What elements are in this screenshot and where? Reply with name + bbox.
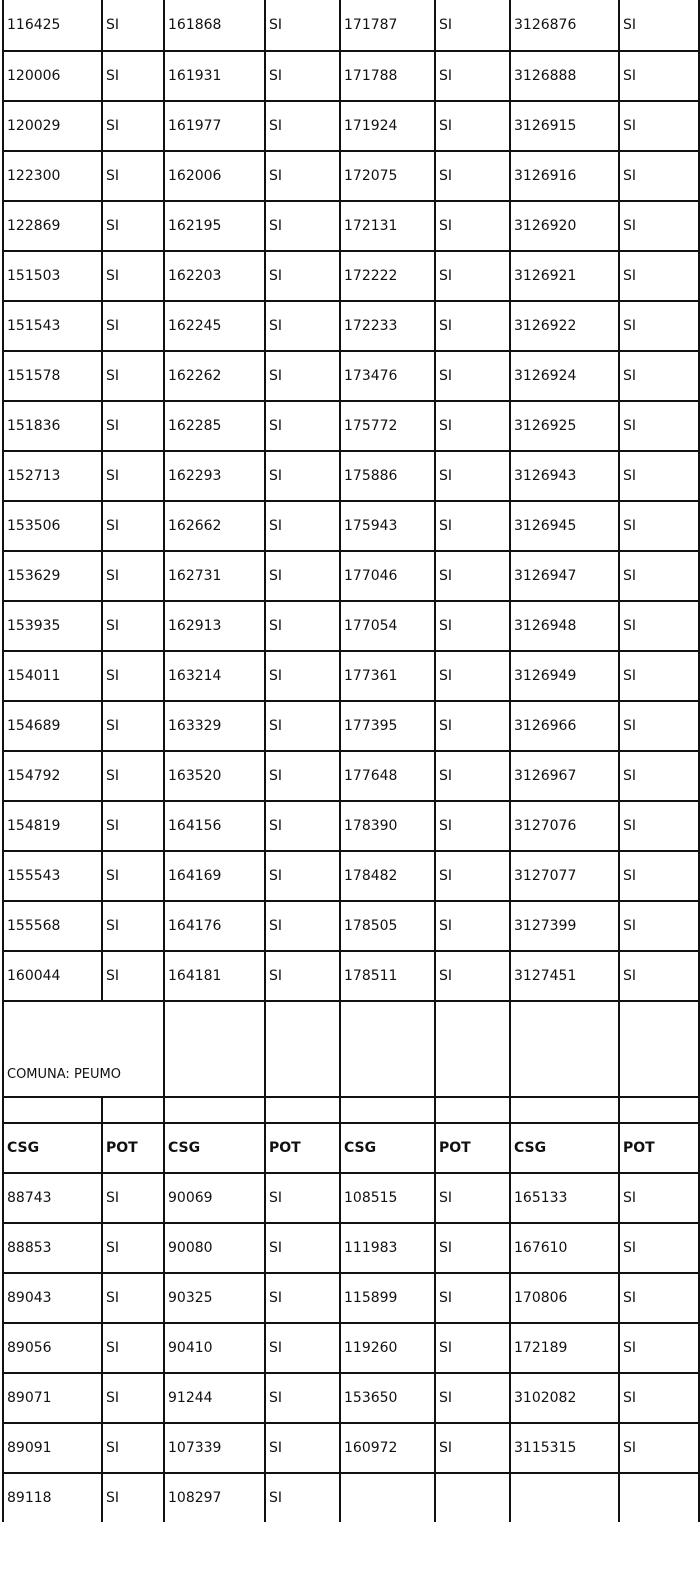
- csg-cell: 162731: [164, 551, 265, 601]
- empty-cell: [340, 1001, 435, 1097]
- pot-cell: SI: [435, 0, 510, 51]
- csg-cell: 122869: [3, 201, 102, 251]
- pot-cell: SI: [102, 401, 164, 451]
- csg-cell: 162203: [164, 251, 265, 301]
- pot-cell: SI: [265, 1173, 340, 1223]
- pot-cell: SI: [619, 301, 699, 351]
- csg-cell: 152713: [3, 451, 102, 501]
- csg-cell: 162285: [164, 401, 265, 451]
- csg-cell: [510, 1473, 619, 1522]
- csg-cell: 162293: [164, 451, 265, 501]
- table-row: [3, 901, 699, 951]
- pot-cell: SI: [435, 51, 510, 101]
- pot-cell: SI: [102, 751, 164, 801]
- pot-cell: SI: [102, 851, 164, 901]
- pot-cell: SI: [435, 101, 510, 151]
- header-row: [3, 1123, 699, 1173]
- pot-cell: SI: [102, 1473, 164, 1522]
- empty-cell: [265, 1097, 340, 1123]
- csg-cell: 163520: [164, 751, 265, 801]
- csg-cell: 3126924: [510, 351, 619, 401]
- csg-cell: 172233: [340, 301, 435, 351]
- csg-cell: 165133: [510, 1173, 619, 1223]
- table-row: [3, 1173, 699, 1223]
- pot-cell: SI: [102, 201, 164, 251]
- pot-cell: SI: [435, 851, 510, 901]
- csg-cell: 115899: [340, 1273, 435, 1323]
- csg-cell: 164156: [164, 801, 265, 851]
- pot-cell: SI: [265, 751, 340, 801]
- csg-cell: 161931: [164, 51, 265, 101]
- comuna-row: [3, 1001, 699, 1097]
- header-pot-3: POT: [435, 1123, 510, 1173]
- pot-cell: SI: [619, 701, 699, 751]
- pot-cell: SI: [435, 601, 510, 651]
- table-row: [3, 801, 699, 851]
- csg-cell: 175943: [340, 501, 435, 551]
- pot-cell: SI: [265, 1223, 340, 1273]
- csg-cell: 162262: [164, 351, 265, 401]
- pot-cell: SI: [619, 0, 699, 51]
- pot-cell: SI: [102, 601, 164, 651]
- csg-cell: 3126966: [510, 701, 619, 751]
- pot-cell: SI: [265, 51, 340, 101]
- pot-cell: SI: [619, 351, 699, 401]
- csg-cell: 178505: [340, 901, 435, 951]
- table-row: [3, 1373, 699, 1423]
- pot-cell: SI: [102, 0, 164, 51]
- pot-cell: SI: [265, 801, 340, 851]
- csg-cell: 3115315: [510, 1423, 619, 1473]
- csg-cell: 107339: [164, 1423, 265, 1473]
- pot-cell: SI: [265, 101, 340, 151]
- pot-cell: SI: [102, 1423, 164, 1473]
- csg-cell: 154011: [3, 651, 102, 701]
- pot-cell: SI: [619, 251, 699, 301]
- csg-cell: 172075: [340, 151, 435, 201]
- pot-cell: SI: [265, 351, 340, 401]
- csg-cell: 154689: [3, 701, 102, 751]
- pot-cell: SI: [102, 1373, 164, 1423]
- pot-cell: SI: [102, 151, 164, 201]
- csg-cell: 151578: [3, 351, 102, 401]
- pot-cell: SI: [435, 501, 510, 551]
- table-row: [3, 701, 699, 751]
- pot-cell: SI: [619, 551, 699, 601]
- pot-cell: SI: [435, 1173, 510, 1223]
- table-row: [3, 201, 699, 251]
- pot-cell: SI: [265, 201, 340, 251]
- comuna-section: [3, 1001, 699, 1173]
- pot-cell: SI: [265, 1373, 340, 1423]
- csg-cell: 89091: [3, 1423, 102, 1473]
- pot-cell: SI: [102, 451, 164, 501]
- pot-cell: SI: [435, 651, 510, 701]
- csg-cell: 3126916: [510, 151, 619, 201]
- table-row: [3, 1473, 699, 1522]
- pot-cell: SI: [265, 851, 340, 901]
- pot-cell: SI: [619, 501, 699, 551]
- pot-cell: SI: [435, 1223, 510, 1273]
- csg-cell: 162195: [164, 201, 265, 251]
- pot-cell: SI: [102, 301, 164, 351]
- pot-cell: SI: [435, 451, 510, 501]
- pot-cell: SI: [102, 951, 164, 1001]
- pot-cell: SI: [435, 201, 510, 251]
- csg-cell: 167610: [510, 1223, 619, 1273]
- pot-cell: SI: [435, 1373, 510, 1423]
- csg-cell: 151836: [3, 401, 102, 451]
- pot-cell: SI: [102, 651, 164, 701]
- pot-cell: SI: [265, 601, 340, 651]
- pot-cell: SI: [435, 1323, 510, 1373]
- document-page: [2, 0, 698, 1522]
- pot-cell: SI: [619, 1173, 699, 1223]
- csg-cell: [340, 1473, 435, 1522]
- pot-cell: [619, 1473, 699, 1522]
- csg-cell: 155543: [3, 851, 102, 901]
- csg-cell: 177361: [340, 651, 435, 701]
- csg-cell: 3126945: [510, 501, 619, 551]
- csg-cell: 171924: [340, 101, 435, 151]
- pot-cell: SI: [435, 1273, 510, 1323]
- empty-cell: [619, 1097, 699, 1123]
- pot-cell: SI: [265, 0, 340, 51]
- csg-cell: 164169: [164, 851, 265, 901]
- csg-cell: 177046: [340, 551, 435, 601]
- csg-cell: 89118: [3, 1473, 102, 1522]
- csg-cell: 162662: [164, 501, 265, 551]
- csg-cell: 3127077: [510, 851, 619, 901]
- pot-cell: SI: [102, 501, 164, 551]
- csg-cell: 108297: [164, 1473, 265, 1522]
- csg-cell: 162245: [164, 301, 265, 351]
- pot-cell: SI: [435, 151, 510, 201]
- pot-cell: SI: [265, 951, 340, 1001]
- pot-cell: SI: [435, 951, 510, 1001]
- csg-cell: 89071: [3, 1373, 102, 1423]
- csg-cell: 3102082: [510, 1373, 619, 1423]
- empty-cell: [265, 1001, 340, 1097]
- table-row: [3, 1273, 699, 1323]
- pot-cell: SI: [102, 251, 164, 301]
- csg-cell: 164181: [164, 951, 265, 1001]
- csg-cell: 91244: [164, 1373, 265, 1423]
- table-row: [3, 251, 699, 301]
- empty-cell: [435, 1001, 510, 1097]
- table-row: [3, 601, 699, 651]
- pot-cell: SI: [102, 901, 164, 951]
- header-pot-1: POT: [102, 1123, 164, 1173]
- pot-cell: SI: [619, 1373, 699, 1423]
- csg-cell: 172131: [340, 201, 435, 251]
- csg-cell: 172189: [510, 1323, 619, 1373]
- pot-cell: SI: [619, 951, 699, 1001]
- empty-cell: [510, 1001, 619, 1097]
- header-pot-2: POT: [265, 1123, 340, 1173]
- pot-cell: SI: [265, 401, 340, 451]
- pot-cell: SI: [102, 1273, 164, 1323]
- csg-cell: 3126948: [510, 601, 619, 651]
- table-row: [3, 151, 699, 201]
- csg-cell: 173476: [340, 351, 435, 401]
- table-row: [3, 101, 699, 151]
- header-pot-4: POT: [619, 1123, 699, 1173]
- csg-cell: 90325: [164, 1273, 265, 1323]
- csg-cell: 3126925: [510, 401, 619, 451]
- pot-cell: SI: [265, 1423, 340, 1473]
- pot-cell: SI: [435, 351, 510, 401]
- csg-cell: 120006: [3, 51, 102, 101]
- csg-cell: 3126915: [510, 101, 619, 151]
- pot-cell: SI: [265, 1473, 340, 1522]
- csg-cell: 116425: [3, 0, 102, 51]
- csg-cell: 90410: [164, 1323, 265, 1373]
- table-row: [3, 1223, 699, 1273]
- pot-cell: SI: [619, 201, 699, 251]
- csg-cell: 161868: [164, 0, 265, 51]
- table-row: [3, 1423, 699, 1473]
- header-csg-4: CSG: [510, 1123, 619, 1173]
- pot-cell: SI: [619, 801, 699, 851]
- csg-cell: 163214: [164, 651, 265, 701]
- csg-cell: 3127399: [510, 901, 619, 951]
- header-csg-1: CSG: [3, 1123, 102, 1173]
- csg-cell: 170806: [510, 1273, 619, 1323]
- csg-cell: 3126921: [510, 251, 619, 301]
- csg-cell: 3126949: [510, 651, 619, 701]
- csg-cell: 161977: [164, 101, 265, 151]
- csg-pot-table: [2, 0, 700, 1522]
- pot-cell: SI: [265, 1273, 340, 1323]
- empty-cell: [3, 1097, 102, 1123]
- csg-cell: 175886: [340, 451, 435, 501]
- csg-cell: 89043: [3, 1273, 102, 1323]
- pot-cell: SI: [265, 701, 340, 751]
- pot-cell: SI: [619, 651, 699, 701]
- pot-cell: SI: [435, 701, 510, 751]
- csg-cell: 178511: [340, 951, 435, 1001]
- table-row: [3, 351, 699, 401]
- csg-cell: 89056: [3, 1323, 102, 1373]
- pot-cell: SI: [102, 51, 164, 101]
- header-csg-3: CSG: [340, 1123, 435, 1173]
- csg-cell: 119260: [340, 1323, 435, 1373]
- csg-cell: 171787: [340, 0, 435, 51]
- pot-cell: SI: [265, 301, 340, 351]
- csg-cell: 175772: [340, 401, 435, 451]
- pot-cell: SI: [619, 851, 699, 901]
- empty-cell: [619, 1001, 699, 1097]
- csg-cell: 3126967: [510, 751, 619, 801]
- csg-cell: 177054: [340, 601, 435, 651]
- table-row: [3, 401, 699, 451]
- csg-cell: 155568: [3, 901, 102, 951]
- pot-cell: SI: [265, 901, 340, 951]
- lower-section: [3, 1173, 699, 1522]
- table-row: [3, 651, 699, 701]
- pot-cell: SI: [619, 751, 699, 801]
- table-row: [3, 51, 699, 101]
- csg-cell: 162913: [164, 601, 265, 651]
- pot-cell: SI: [619, 101, 699, 151]
- table-row: [3, 951, 699, 1001]
- csg-cell: 154819: [3, 801, 102, 851]
- pot-cell: SI: [102, 101, 164, 151]
- csg-cell: 153935: [3, 601, 102, 651]
- csg-cell: 177395: [340, 701, 435, 751]
- csg-cell: 164176: [164, 901, 265, 951]
- table-row: [3, 451, 699, 501]
- table-row: [3, 851, 699, 901]
- csg-cell: 153629: [3, 551, 102, 601]
- csg-cell: 3126943: [510, 451, 619, 501]
- pot-cell: SI: [619, 1423, 699, 1473]
- empty-cell: [164, 1097, 265, 1123]
- pot-cell: SI: [619, 601, 699, 651]
- table-row: [3, 1323, 699, 1373]
- pot-cell: SI: [435, 251, 510, 301]
- csg-cell: 151503: [3, 251, 102, 301]
- empty-cell: [340, 1097, 435, 1123]
- csg-cell: 3126947: [510, 551, 619, 601]
- spacer-row: [3, 1097, 699, 1123]
- pot-cell: SI: [619, 1273, 699, 1323]
- csg-cell: 160972: [340, 1423, 435, 1473]
- pot-cell: SI: [265, 1323, 340, 1373]
- empty-cell: [102, 1097, 164, 1123]
- csg-cell: 163329: [164, 701, 265, 751]
- upper-section: [3, 0, 699, 1001]
- pot-cell: SI: [265, 551, 340, 601]
- pot-cell: SI: [102, 551, 164, 601]
- empty-cell: [435, 1097, 510, 1123]
- csg-cell: 154792: [3, 751, 102, 801]
- table-row: [3, 551, 699, 601]
- csg-cell: 151543: [3, 301, 102, 351]
- pot-cell: SI: [102, 1223, 164, 1273]
- pot-cell: SI: [435, 551, 510, 601]
- pot-cell: SI: [619, 51, 699, 101]
- csg-cell: 108515: [340, 1173, 435, 1223]
- pot-cell: SI: [435, 801, 510, 851]
- pot-cell: [435, 1473, 510, 1522]
- table-row: [3, 501, 699, 551]
- csg-cell: 177648: [340, 751, 435, 801]
- empty-cell: [510, 1097, 619, 1123]
- pot-cell: SI: [265, 501, 340, 551]
- csg-cell: 3127451: [510, 951, 619, 1001]
- csg-cell: 3126888: [510, 51, 619, 101]
- csg-cell: 88853: [3, 1223, 102, 1273]
- table-row: [3, 301, 699, 351]
- pot-cell: SI: [265, 451, 340, 501]
- csg-cell: 90069: [164, 1173, 265, 1223]
- pot-cell: SI: [619, 901, 699, 951]
- csg-cell: 178390: [340, 801, 435, 851]
- header-csg-2: CSG: [164, 1123, 265, 1173]
- pot-cell: SI: [435, 1423, 510, 1473]
- csg-cell: 90080: [164, 1223, 265, 1273]
- csg-cell: 3126920: [510, 201, 619, 251]
- csg-cell: 160044: [3, 951, 102, 1001]
- csg-cell: 178482: [340, 851, 435, 901]
- pot-cell: SI: [102, 801, 164, 851]
- pot-cell: SI: [435, 401, 510, 451]
- csg-cell: 88743: [3, 1173, 102, 1223]
- pot-cell: SI: [102, 701, 164, 751]
- csg-cell: 111983: [340, 1223, 435, 1273]
- pot-cell: SI: [435, 751, 510, 801]
- pot-cell: SI: [435, 301, 510, 351]
- table-row: [3, 751, 699, 801]
- csg-cell: 153506: [3, 501, 102, 551]
- csg-cell: 153650: [340, 1373, 435, 1423]
- csg-cell: 120029: [3, 101, 102, 151]
- pot-cell: SI: [619, 451, 699, 501]
- csg-cell: 3126922: [510, 301, 619, 351]
- pot-cell: SI: [265, 251, 340, 301]
- pot-cell: SI: [265, 151, 340, 201]
- pot-cell: SI: [102, 1323, 164, 1373]
- csg-cell: 122300: [3, 151, 102, 201]
- pot-cell: SI: [102, 1173, 164, 1223]
- pot-cell: SI: [265, 651, 340, 701]
- pot-cell: SI: [619, 401, 699, 451]
- pot-cell: SI: [619, 1323, 699, 1373]
- csg-cell: 3127076: [510, 801, 619, 851]
- csg-cell: 171788: [340, 51, 435, 101]
- pot-cell: SI: [619, 1223, 699, 1273]
- comuna-label: COMUNA: PEUMO: [3, 1001, 164, 1097]
- pot-cell: SI: [102, 351, 164, 401]
- pot-cell: SI: [619, 151, 699, 201]
- pot-cell: SI: [435, 901, 510, 951]
- csg-cell: 162006: [164, 151, 265, 201]
- csg-cell: 3126876: [510, 0, 619, 51]
- csg-cell: 172222: [340, 251, 435, 301]
- table-row: [3, 0, 699, 51]
- empty-cell: [164, 1001, 265, 1097]
